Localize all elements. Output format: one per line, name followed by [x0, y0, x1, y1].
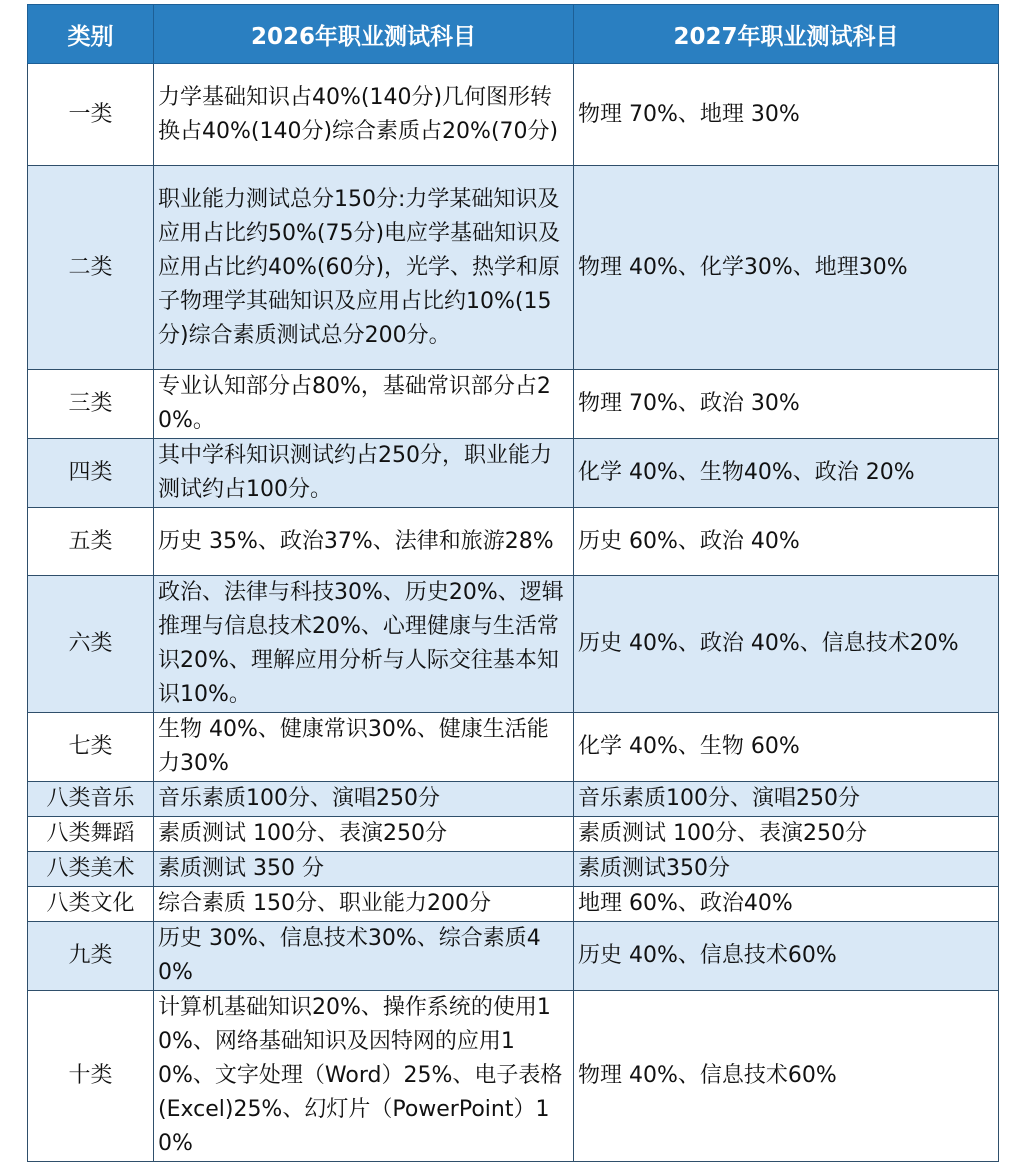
header-2027: 2027年职业测试科目	[574, 5, 999, 64]
subjects-2027-cell: 化学 40%、生物40%、政治 20%	[574, 439, 999, 508]
category-cell: 四类	[28, 439, 154, 508]
category-cell: 八类音乐	[28, 782, 154, 817]
subjects-2027-cell: 物理 70%、地理 30%	[574, 64, 999, 166]
table-row	[28, 782, 999, 817]
category-cell: 九类	[28, 922, 154, 991]
table-row	[28, 991, 999, 1162]
subjects-2026-cell: 综合素质 150分、职业能力200分	[154, 887, 574, 922]
category-cell: 六类	[28, 576, 154, 713]
header-category: 类别	[28, 5, 154, 64]
header-2026: 2026年职业测试科目	[154, 5, 574, 64]
subjects-2027-cell: 地理 60%、政治40%	[574, 887, 999, 922]
subjects-2026-cell: 其中学科知识测试约占250分，职业能力测试约占100分。	[154, 439, 574, 508]
subjects-2027-cell: 历史 60%、政治 40%	[574, 508, 999, 576]
subjects-2026-cell: 历史 30%、信息技术30%、综合素质40%	[154, 922, 574, 991]
table-container	[27, 4, 998, 1162]
table-row	[28, 508, 999, 576]
table-header-row	[28, 5, 999, 64]
table-row	[28, 439, 999, 508]
table-row	[28, 922, 999, 991]
subjects-2026-cell: 政治、法律与科技30%、历史20%、逻辑推理与信息技术20%、心理健康与生活常识20%、理解应用分析与人际交往基本知识10%。	[154, 576, 574, 713]
subjects-2026-cell: 专业认知部分占80%，基础常识部分占20%。	[154, 370, 574, 439]
table-row	[28, 370, 999, 439]
category-cell: 八类舞蹈	[28, 817, 154, 852]
subjects-2027-cell: 历史 40%、信息技术60%	[574, 922, 999, 991]
category-cell: 十类	[28, 991, 154, 1162]
subjects-2027-cell: 物理 40%、化学30%、地理30%	[574, 166, 999, 370]
subjects-2026-cell: 素质测试 100分、表演250分	[154, 817, 574, 852]
table-row	[28, 817, 999, 852]
category-cell: 七类	[28, 713, 154, 782]
subjects-2026-cell: 生物 40%、健康常识30%、健康生活能力30%	[154, 713, 574, 782]
subjects-2026-cell: 力学基础知识占40%(140分)几何图形转换占40%(140分)综合素质占20%(70分)	[154, 64, 574, 166]
category-cell: 三类	[28, 370, 154, 439]
subjects-2026-cell: 计算机基础知识20%、操作系统的使用10%、网络基础知识及因特网的应用10%、文字处理（Word）25%、电子表格(Excel)25%、幻灯片（PowerPoint）10%	[154, 991, 574, 1162]
table-row	[28, 64, 999, 166]
category-cell: 二类	[28, 166, 154, 370]
table-row	[28, 576, 999, 713]
subjects-2027-cell: 历史 40%、政治 40%、信息技术20%	[574, 576, 999, 713]
subjects-2026-cell: 音乐素质100分、演唱250分	[154, 782, 574, 817]
subjects-2027-cell: 音乐素质100分、演唱250分	[574, 782, 999, 817]
table-row	[28, 887, 999, 922]
category-cell: 八类美术	[28, 852, 154, 887]
subjects-2027-cell: 化学 40%、生物 60%	[574, 713, 999, 782]
subjects-2026-cell: 素质测试 350 分	[154, 852, 574, 887]
table-row	[28, 166, 999, 370]
subjects-2027-cell: 物理 40%、信息技术60%	[574, 991, 999, 1162]
subjects-2027-cell: 素质测试350分	[574, 852, 999, 887]
subjects-2026-cell: 职业能力测试总分150分:力学某础知识及应用占比约50%(75分)电应学基础知识及应用占比约40%(60分)，光学、热学和原子物理学其础知识及应用占比约10%(15分)综合素质测试总分200分。	[154, 166, 574, 370]
table-row	[28, 852, 999, 887]
exam-subjects-table	[27, 4, 999, 1162]
category-cell: 五类	[28, 508, 154, 576]
subjects-2026-cell: 历史 35%、政治37%、法律和旅游28%	[154, 508, 574, 576]
category-cell: 八类文化	[28, 887, 154, 922]
category-cell: 一类	[28, 64, 154, 166]
subjects-2027-cell: 物理 70%、政治 30%	[574, 370, 999, 439]
table-row	[28, 713, 999, 782]
subjects-2027-cell: 素质测试 100分、表演250分	[574, 817, 999, 852]
